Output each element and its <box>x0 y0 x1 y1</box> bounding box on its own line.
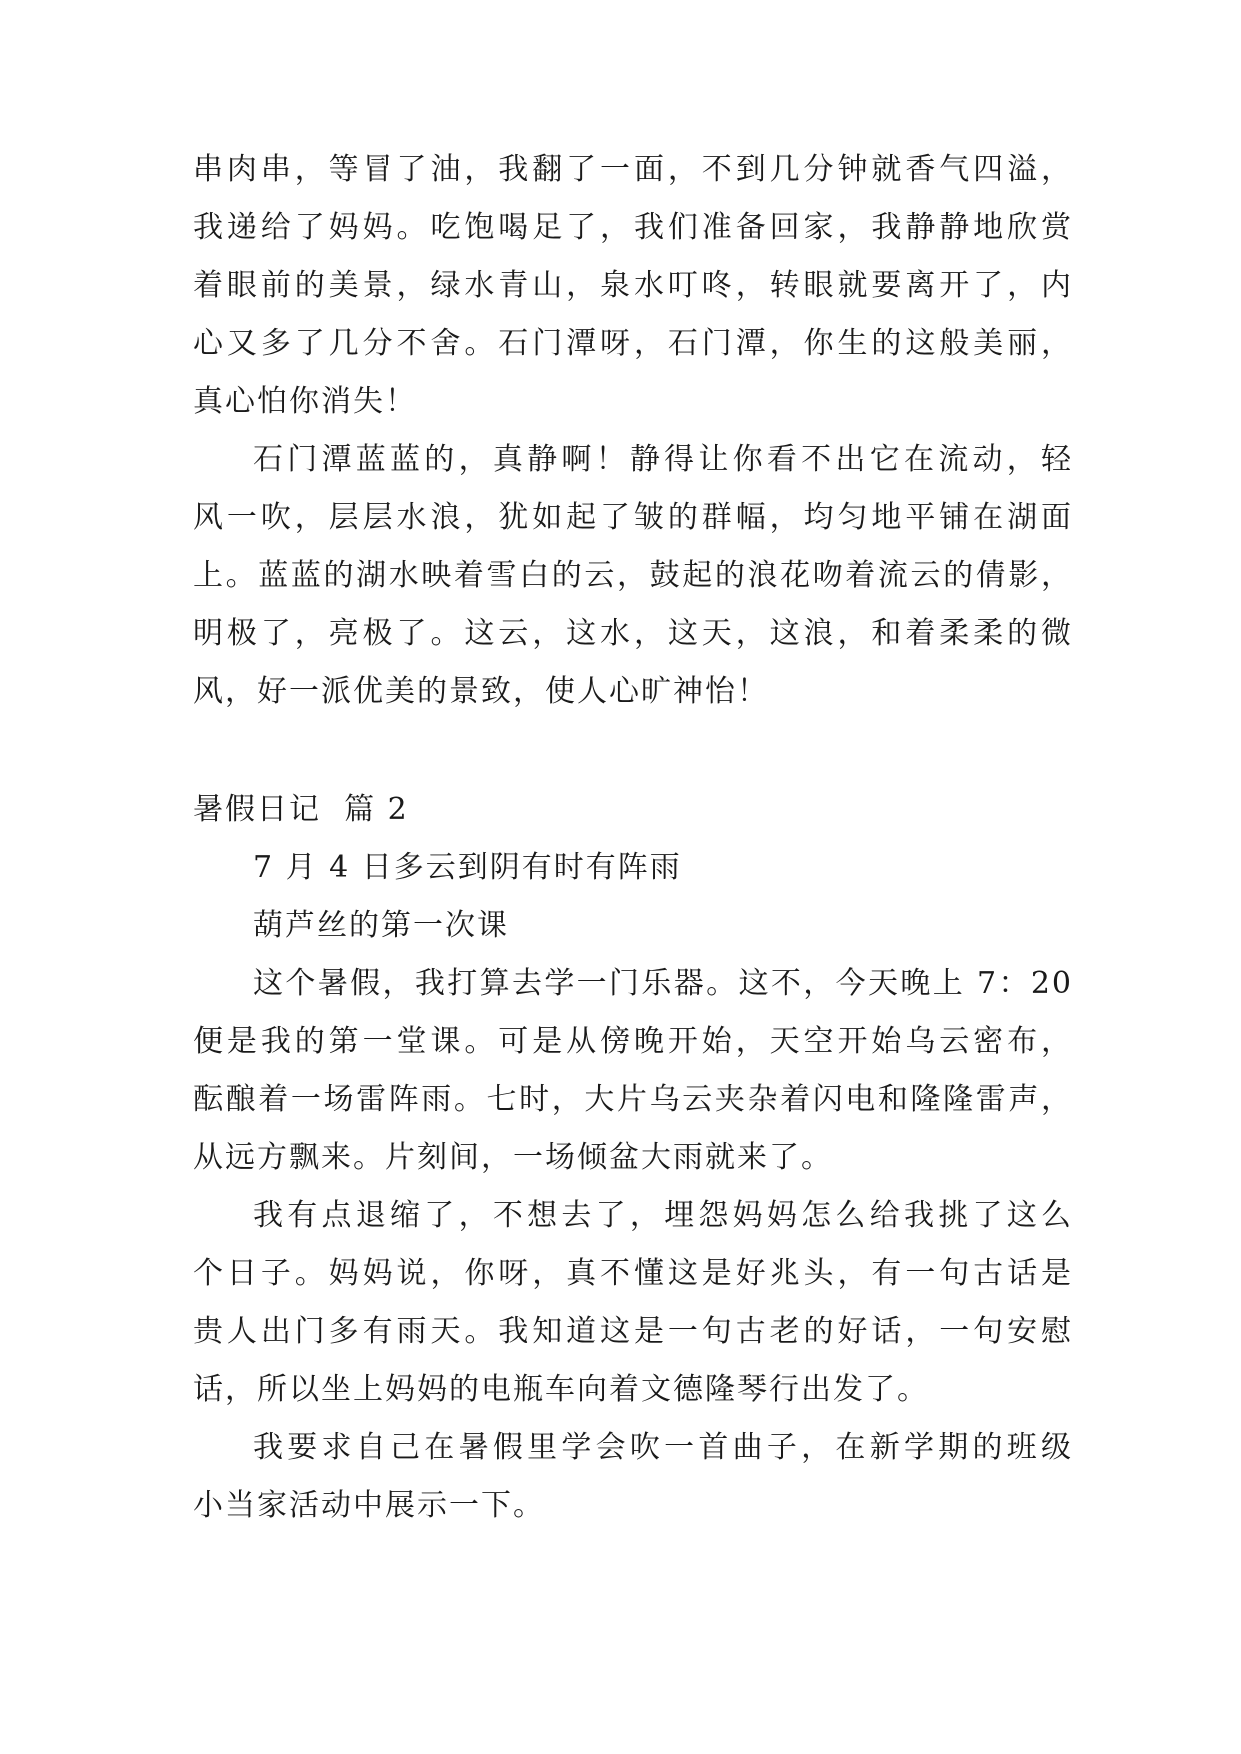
text-line: 上。蓝蓝的湖水映着雪白的云，鼓起的浪花吻着流云的倩影， <box>193 558 1073 593</box>
text-line: 我递给了妈妈。吃饱喝足了，我们准备回家，我静静地欣赏 <box>193 210 1073 245</box>
text-line: 石门潭蓝蓝的，真静啊！静得让你看不出它在流动，轻 <box>253 442 1073 477</box>
text-line: 明极了，亮极了。这云，这水，这天，这浪，和着柔柔的微 <box>193 616 1073 651</box>
text-line: 真心怕你消失！ <box>193 384 417 419</box>
diary-title: 葫芦丝的第一次课 <box>253 908 509 943</box>
text-line: 我要求自己在暑假里学会吹一首曲子，在新学期的班级 <box>253 1430 1073 1465</box>
text-line: 从远方飘来。片刻间，一场倾盆大雨就来了。 <box>193 1140 833 1175</box>
text-line: 着眼前的美景，绿水青山，泉水叮咚，转眼就要离开了，内 <box>193 268 1073 303</box>
text-line: 风一吹，层层水浪，犹如起了皱的群幅，均匀地平铺在湖面 <box>193 500 1073 535</box>
text-line: 风，好一派优美的景致，使人心旷神怡！ <box>193 674 769 709</box>
diary-date: 7 月 4 日多云到阴有时有阵雨 <box>253 850 682 885</box>
text-line: 话，所以坐上妈妈的电瓶车向着文德隆琴行出发了。 <box>193 1372 929 1407</box>
text-line: 酝酿着一场雷阵雨。七时，大片乌云夹杂着闪电和隆隆雷声， <box>193 1082 1073 1117</box>
text-line: 心又多了几分不舍。石门潭呀，石门潭，你生的这般美丽， <box>193 326 1073 361</box>
text-line: 个日子。妈妈说，你呀，真不懂这是好兆头，有一句古话是 <box>193 1256 1073 1291</box>
text-line: 小当家活动中展示一下。 <box>193 1488 545 1523</box>
text-line: 贵人出门多有雨天。我知道这是一句古老的好话，一句安慰 <box>193 1314 1073 1349</box>
text-line: 这个暑假，我打算去学一门乐器。这不，今天晚上 7：20 <box>253 966 1073 1001</box>
text-line: 我有点退缩了，不想去了，埋怨妈妈怎么给我挑了这么 <box>253 1198 1073 1233</box>
text-line: 便是我的第一堂课。可是从傍晚开始，天空开始乌云密布， <box>193 1024 1073 1059</box>
section-heading: 暑假日记 篇 2 <box>193 792 409 827</box>
text-line: 串肉串，等冒了油，我翻了一面，不到几分钟就香气四溢， <box>193 152 1073 187</box>
